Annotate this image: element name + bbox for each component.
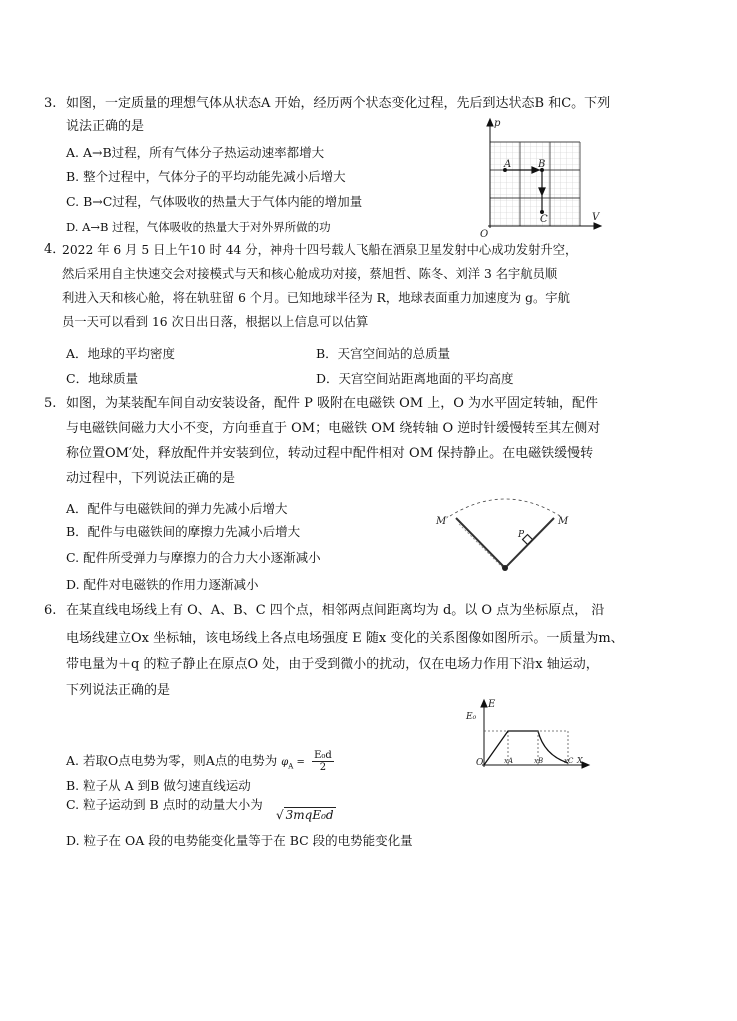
q5-option-c: C. 配件所受弹力与摩擦力的合力大小逐渐减小 <box>66 550 321 565</box>
q5-pivot-o <box>502 565 508 571</box>
q6-option-a-text: A. 若取O点电势为零，则A点的电势为 <box>66 753 278 768</box>
q6-option-c-sqrt-sign: √ <box>276 808 284 822</box>
q6-origin-label: O <box>476 758 484 768</box>
q3-stem-line2: 说法正确的是 <box>66 119 145 134</box>
q3-option-a: A. A→B过程，所有气体分子热运动速率都增大 <box>66 145 325 160</box>
q5-p-label: P <box>518 530 525 540</box>
q3-v-axis-label: V <box>592 212 600 223</box>
q6-option-a-eq: = <box>293 757 309 768</box>
q6-stem-line3: 带电量为＋q 的粒子静止在原点O 处，由于受到微小的扰动，仅在电场力作用下沿x 轴运动， <box>66 657 599 672</box>
q4-stem-line4: 员一天可以看到 16 次日出日落，根据以上信息可以估算 <box>62 315 369 329</box>
q4-number: 4． <box>44 242 66 257</box>
q6-x-axis-label: X <box>577 756 583 765</box>
q5-stem-line2: 与电磁铁间磁力大小不变，方向垂直于 OM；电磁铁 OM 绕转轴 O 逆时针缓慢转至其左侧对 <box>66 421 601 436</box>
q6-option-c-sqrt <box>276 808 336 822</box>
q5-arc <box>450 499 560 516</box>
q6-number: 6. <box>44 603 57 618</box>
q6-e-x-graph <box>464 697 594 773</box>
q4-stem-line1: 2022 年 6 月 5 日上午10 时 44 分，神舟十四号载人飞船在酒泉卫星发射中心成功发射升空， <box>62 243 578 257</box>
q3-origin-label: O <box>480 229 489 240</box>
q5-option-b: B．配件与电磁铁间的摩擦力先减小后增大 <box>66 524 301 539</box>
q4-option-d: D．天宫空间站距离地面的平均高度 <box>316 371 514 386</box>
q6-option-d: D. 粒子在 OA 段的电势能变化量等于在 BC 段的电势能变化量 <box>66 833 413 848</box>
q6-e-axis-label: E <box>488 699 496 710</box>
q6-option-a-fraction <box>312 750 334 773</box>
q6-e0-label: E₀ <box>466 712 477 722</box>
q3-pv-diagram <box>476 116 606 240</box>
q6-option-a-numerator: E₀d <box>314 750 332 761</box>
q5-number: 5. <box>44 396 57 411</box>
q3-state-b-label: B <box>538 159 546 170</box>
q3-p-axis-label: p <box>494 118 501 129</box>
q3-option-c: C. B→C过程，气体吸收的热量大于气体内能的增加量 <box>66 194 363 209</box>
q6-option-a-phi: φ <box>281 757 289 768</box>
q5-m-prime-label: M′ <box>436 516 449 527</box>
q3-number: 3. <box>44 96 57 111</box>
q4-stem-line2: 然后采用自主快速交会对接模式与天和核心舱成功对接，蔡旭哲、陈冬、刘洋 3 名宇航员顺 <box>62 267 558 281</box>
q3-state-c-label: C <box>540 214 548 225</box>
q5-magnet-om-prime-shadow <box>459 524 506 571</box>
q5-stem-line1: 如图，为某装配车间自动安装设备，配件 P 吸附在电磁铁 OM 上，O 为水平固定转轴，配件 <box>66 396 599 411</box>
q5-rotation-diagram <box>428 494 588 578</box>
q6-option-c: C. 粒子运动到 B 点时的动量大小为 <box>66 797 263 812</box>
q3-stem-line1: 如图，一定质量的理想气体从状态A 开始，经历两个状态变化过程，先后到达状态B 和C。下列 <box>66 96 611 111</box>
q6-stem-line1: 在某直线电场线上有 O、A、B、C 四个点，相邻两点间距离均为 d。以 O 点为坐标原点， 沿 <box>66 603 605 618</box>
q4-stem-line3: 利进入天和核心舱，将在轨驻留 6 个月。已知地球半径为 R，地球表面重力加速度为 g。宇航 <box>62 291 570 305</box>
q5-stem-line4: 动过程中，下列说法正确的是 <box>66 471 236 486</box>
q3-option-d: D. A→B 过程，气体吸收的热量大于对外界所做的功 <box>66 220 331 234</box>
q6-xc-label: xC <box>564 757 574 765</box>
q3-option-b: B. 整个过程中，气体分子的平均动能先减小后增大 <box>66 169 346 184</box>
q6-option-a-sub: A <box>288 762 294 771</box>
q6-xa-label: xA <box>504 757 514 765</box>
q5-stem-line3: 称位置OM′处，释放配件并安装到位，转动过程中配件相对 OM 保持静止。在电磁铁缓慢转 <box>66 446 594 461</box>
q5-option-a: A．配件与电磁铁间的弹力先减小后增大 <box>66 501 288 516</box>
q5-m-label: M <box>558 516 569 527</box>
q3-grid <box>490 142 580 226</box>
q6-e-curve <box>484 731 568 765</box>
q3-state-a-label: A <box>504 159 512 170</box>
q6-option-c-radicand: 3mqE₀d <box>285 808 334 822</box>
q5-magnet-om-prime <box>456 518 505 568</box>
q4-option-a: A．地球的平均密度 <box>66 346 176 361</box>
q6-stem-line2: 电场线建立Ox 坐标轴，该电场线上各点电场强度 E 随x 变化的关系图像如图所示。一质量为m、 <box>66 631 624 646</box>
q6-option-a-denominator: 2 <box>319 762 327 773</box>
q6-option-a <box>66 750 334 775</box>
q6-xb-label: xB <box>534 757 544 765</box>
q4-option-c: C．地球质量 <box>66 371 139 386</box>
q6-option-b: B. 粒子从 A 到B 做匀速直线运动 <box>66 778 251 793</box>
q5-option-d: D. 配件对电磁铁的作用力逐渐减小 <box>66 577 259 592</box>
q4-option-b: B．天宫空间站的总质量 <box>316 346 451 361</box>
q6-stem-line4: 下列说法正确的是 <box>66 683 171 698</box>
